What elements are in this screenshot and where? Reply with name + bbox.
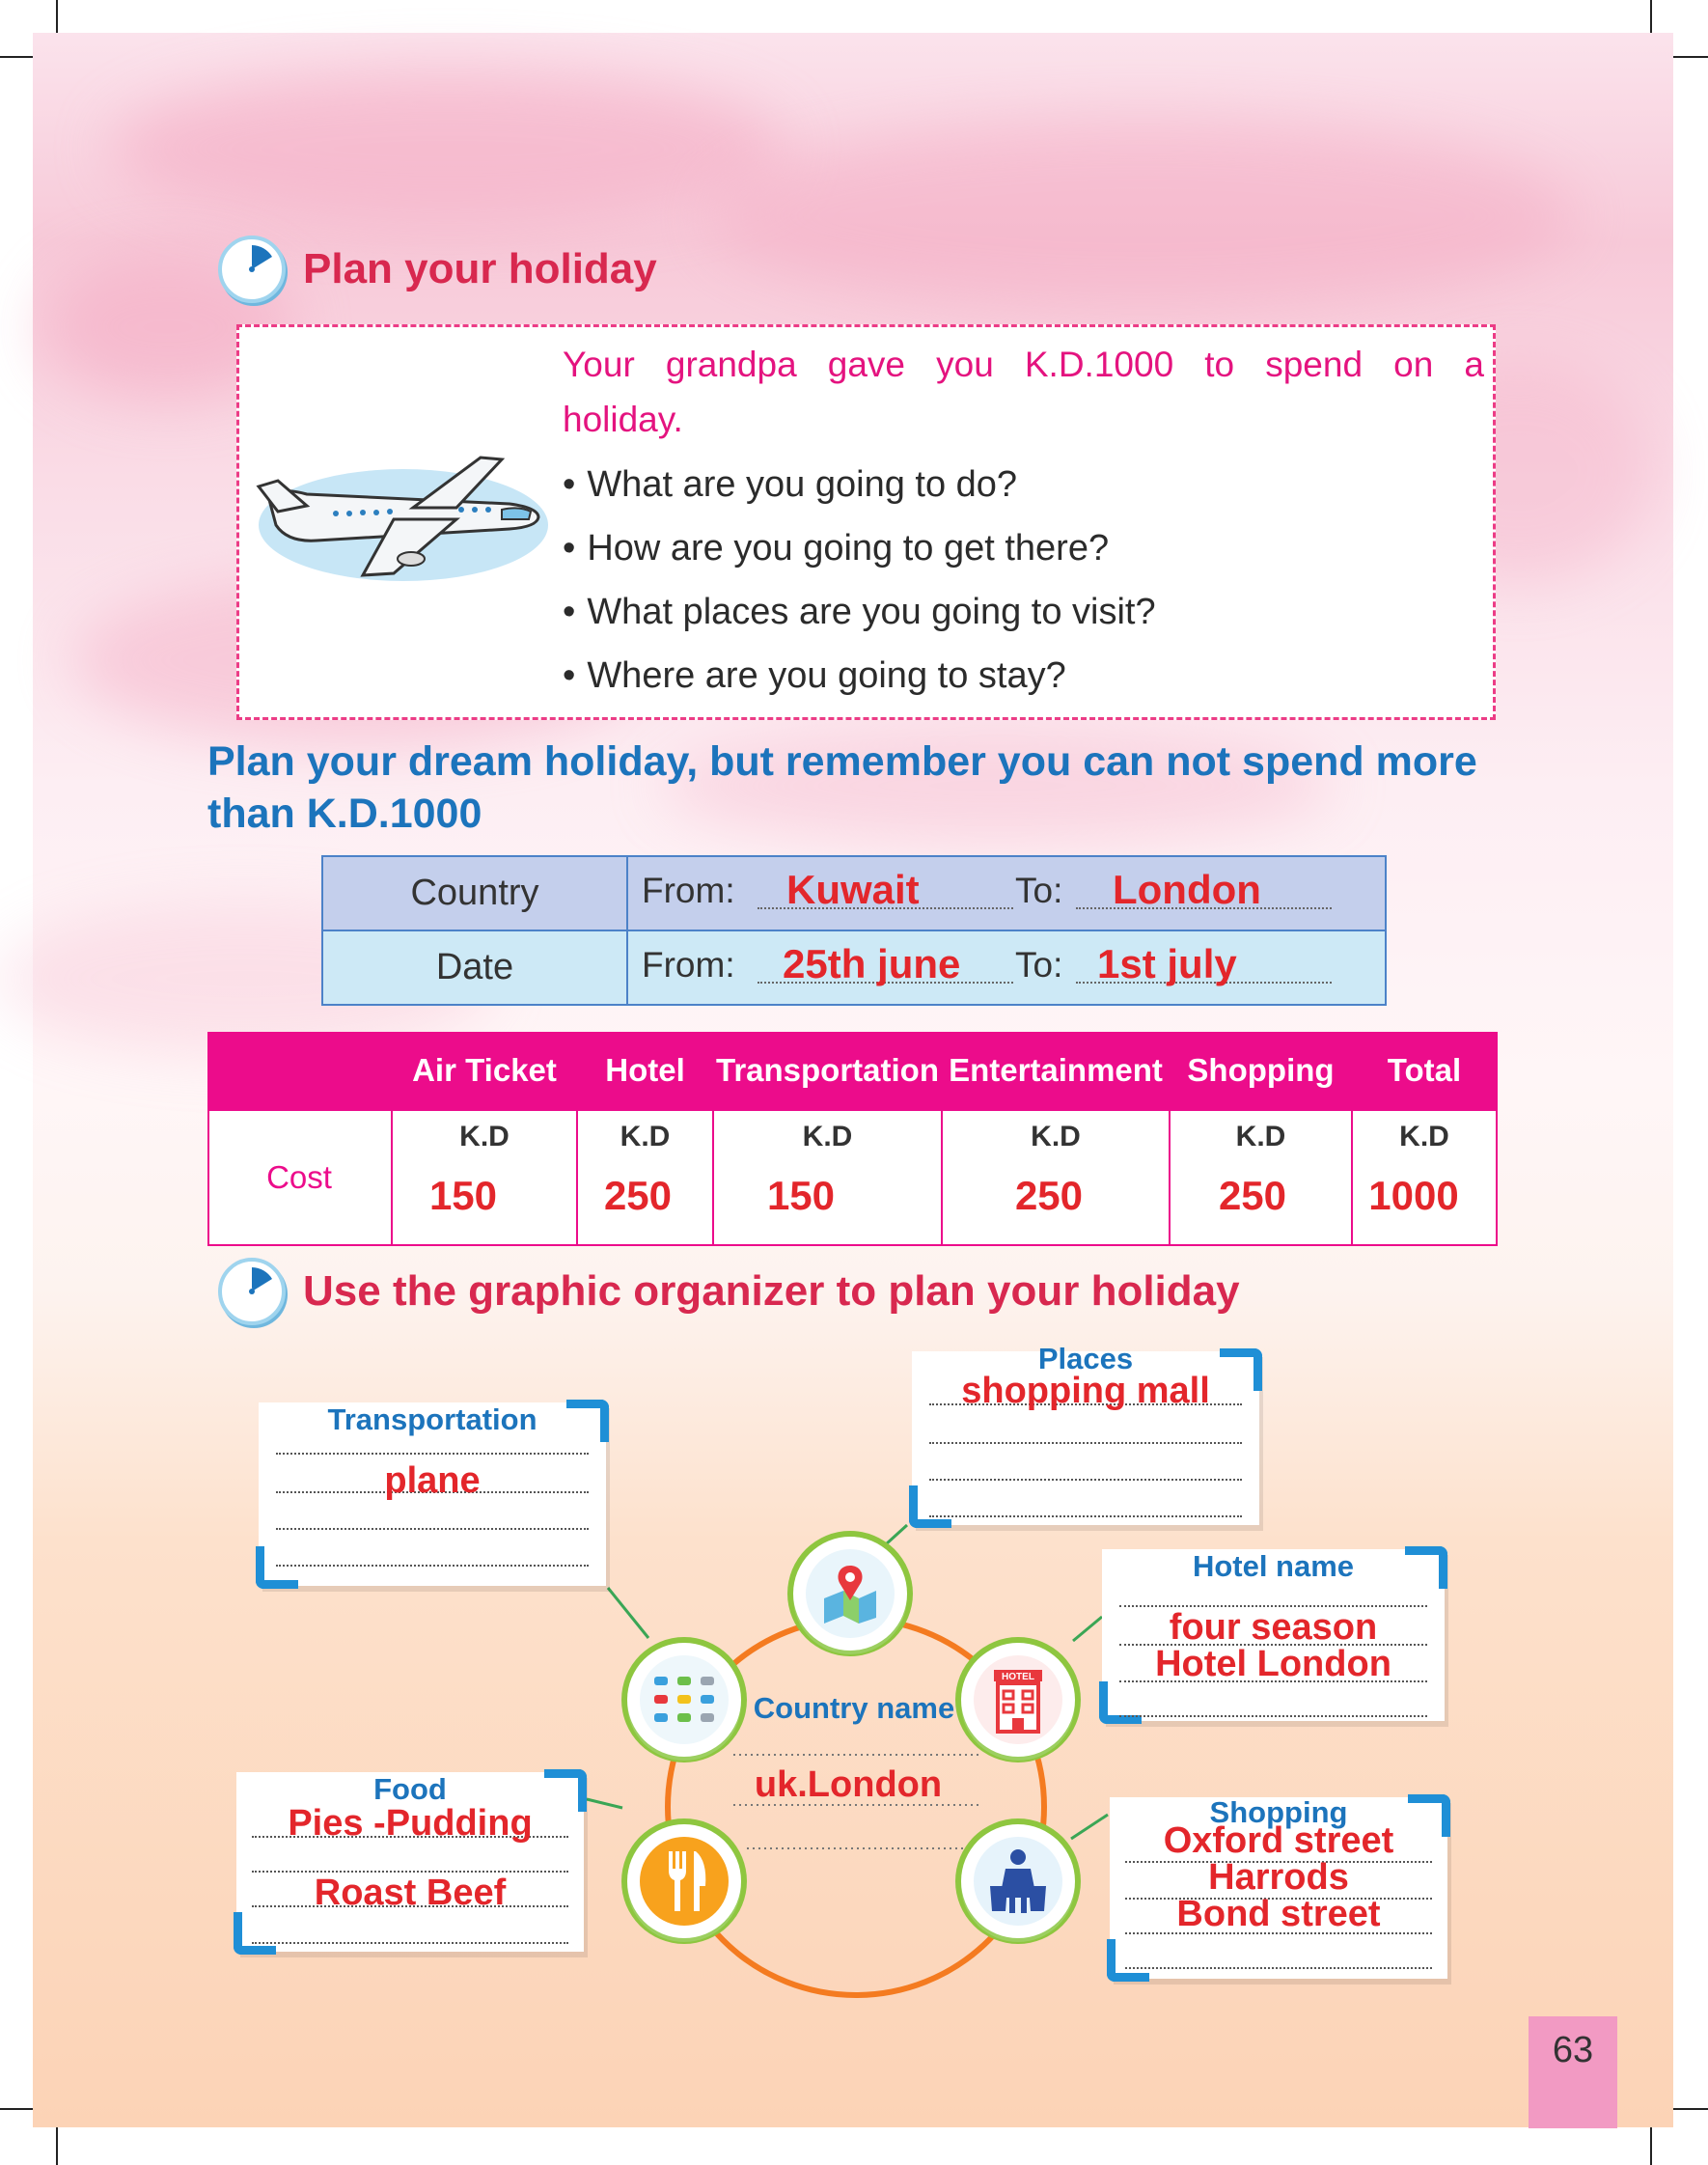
heading-text: Use the graphic organizer to plan your holiday xyxy=(303,1267,1240,1315)
date-from-answer: 25th june xyxy=(783,941,961,986)
hotel-node xyxy=(961,1643,1075,1757)
question-item: • What places are you going to visit? xyxy=(563,580,1156,644)
currency-label: K.D xyxy=(1399,1121,1449,1152)
cost-transportation: 150 xyxy=(766,1173,836,1218)
header-shopping: Shopping xyxy=(1187,1052,1335,1088)
page-number: 63 xyxy=(1529,2016,1617,2128)
question-item: • How are you going to get there? xyxy=(563,516,1156,580)
shopper-icon xyxy=(986,1847,1050,1915)
heading-text: Plan your holiday xyxy=(303,245,657,292)
hotel-icon xyxy=(988,1666,1048,1734)
food-answer-2: Roast Beef xyxy=(314,1873,507,1913)
places-card xyxy=(912,1342,1259,1525)
transportation-answer: plane xyxy=(384,1460,481,1501)
shopping-answer-2: Harrods xyxy=(1208,1857,1349,1898)
date-label: Date xyxy=(323,931,628,1004)
cost-hotel: 250 xyxy=(603,1173,673,1218)
currency-label: K.D xyxy=(802,1121,853,1152)
country-to-answer: London xyxy=(1113,867,1261,912)
to-label: To: xyxy=(1015,945,1063,985)
currency-label: K.D xyxy=(1235,1121,1286,1152)
transportation-card xyxy=(259,1402,606,1586)
header-hotel: Hotel xyxy=(605,1052,685,1088)
hotel-title: Hotel name xyxy=(1192,1549,1355,1583)
places-node xyxy=(793,1537,907,1651)
country-name-answer: uk.London xyxy=(754,1764,943,1805)
food-title: Food xyxy=(373,1772,447,1806)
header-total: Total xyxy=(1387,1052,1462,1088)
fork-knife-icon xyxy=(655,1847,713,1915)
cost-air-ticket: 150 xyxy=(428,1173,498,1218)
question-item: • What are you going to do? xyxy=(563,453,1156,516)
cost-total: 1000 xyxy=(1368,1173,1459,1218)
to-label: To: xyxy=(1015,871,1063,910)
vehicles-icon xyxy=(650,1671,718,1729)
food-card xyxy=(236,1772,584,1952)
header-air-ticket: Air Ticket xyxy=(412,1052,557,1088)
hotel-answer-2: Hotel London xyxy=(1155,1644,1391,1684)
food-node xyxy=(627,1824,741,1938)
food-answer-1: Pies -Pudding xyxy=(288,1803,533,1844)
question-item: • Where are you going to stay? xyxy=(563,644,1156,708)
hotel-answer-1: four season xyxy=(1169,1607,1378,1648)
map-pin-icon xyxy=(816,1560,884,1627)
currency-label: K.D xyxy=(1031,1121,1081,1152)
date-to-answer: 1st july xyxy=(1097,941,1237,986)
from-label: From: xyxy=(642,945,735,985)
cost-shopping: 250 xyxy=(1218,1173,1287,1218)
shopping-node xyxy=(961,1824,1075,1938)
places-title: Places xyxy=(1037,1342,1134,1375)
country-label: Country xyxy=(323,857,628,930)
dream-holiday-heading: Plan your dream holiday, but remember you can not spend more than K.D.1000 xyxy=(207,738,1477,837)
header-entertainment: Entertainment xyxy=(949,1052,1163,1088)
hotel-card xyxy=(1102,1549,1445,1721)
cost-entertainment: 250 xyxy=(1014,1173,1084,1218)
from-label: From: xyxy=(642,871,735,910)
intro-lead-text: Your grandpa gave you K.D.1000 to spend on a holiday. xyxy=(563,345,1484,439)
currency-label: K.D xyxy=(459,1121,510,1152)
shopping-answer-3: Bond street xyxy=(1176,1894,1381,1934)
transportation-node xyxy=(627,1643,741,1757)
currency-label: K.D xyxy=(620,1121,671,1152)
shopping-title: Shopping xyxy=(1209,1795,1348,1829)
transportation-title: Transportation xyxy=(327,1402,537,1436)
country-name-label: Country name xyxy=(753,1691,955,1725)
country-from-answer: Kuwait xyxy=(786,867,920,912)
cost-row-label: Cost xyxy=(266,1159,332,1195)
places-answer: shopping mall xyxy=(961,1371,1210,1411)
header-transportation: Transportation xyxy=(715,1052,940,1088)
hotel-sign-text: HOTEL xyxy=(1002,1672,1034,1682)
shopping-card xyxy=(1110,1797,1447,1979)
shopping-answer-1: Oxford street xyxy=(1163,1820,1394,1861)
